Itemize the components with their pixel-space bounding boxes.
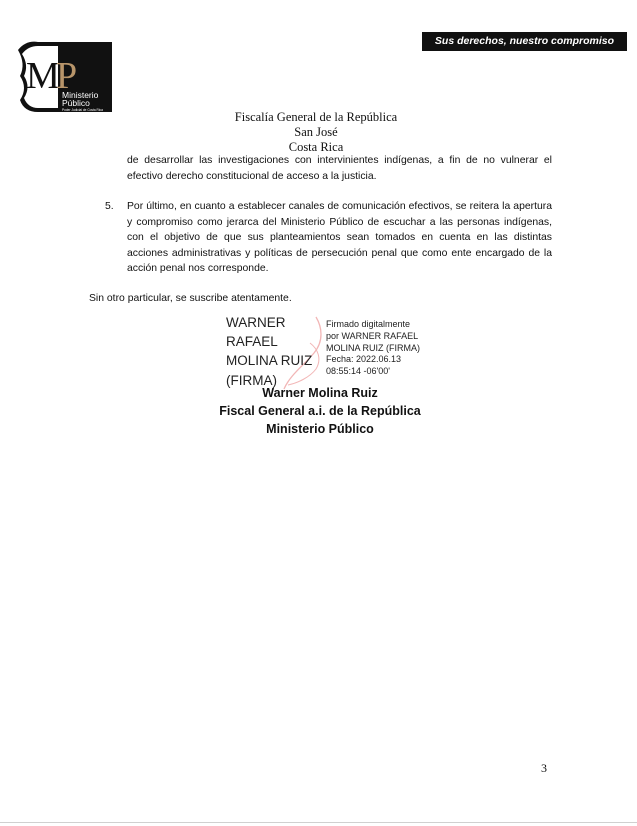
- signer-block: [160, 384, 480, 438]
- signer-title: Fiscal General a.i. de la República: [219, 404, 421, 418]
- signature-info-line: Firmado digitalmente: [326, 319, 411, 329]
- paragraph-continuation: de desarrollar las investigaciones con intervinientes indígenas, a fin de no vulnerar el efectivo derecho constitucional de acceso a la justicia.: [127, 155, 552, 182]
- header-city: San José: [294, 125, 338, 139]
- signature-name-line: WARNER: [226, 315, 286, 330]
- list-item-text: Por último, en cuanto a establecer canales de comunicación efectivos, se reitera la apertura y compromiso como jerarca del Ministerio Público de escuchar a las personas indígenas, con el objetivo de que sus planteamientos sean tomados en cuenta en las distintas acciones administrativas y políticas de persecución penal que como ente encargado de la acción penal nos corresponde.: [127, 201, 552, 274]
- signature-name-line: MOLINA RUIZ: [226, 353, 313, 369]
- signature-name-line: (FIRMA): [226, 372, 277, 388]
- letter-header: [180, 110, 452, 155]
- list-item-number: 5.: [105, 201, 114, 212]
- signature-info-line: por WARNER RAFAEL: [326, 330, 419, 341]
- header-institution: Fiscalía General de la República: [234, 110, 398, 124]
- logo-subtitle: Poder Judicial de Costa Rica: [62, 108, 103, 112]
- logo-p: P: [56, 55, 78, 97]
- page-number: 3: [541, 761, 547, 775]
- closing-line: Sin otro particular, se suscribe atentamente.: [89, 293, 292, 304]
- signature-info-line: Fecha: 2022.06.13: [326, 354, 402, 365]
- page-bottom-divider: [0, 822, 637, 823]
- ministerio-publico-logo: [14, 36, 114, 116]
- slogan-text: Sus derechos, nuestro compromiso: [434, 35, 615, 47]
- digital-signature-info: [326, 319, 436, 378]
- signature-info-line: MOLINA RUIZ (FIRMA): [326, 342, 420, 353]
- digital-signature-name: [226, 313, 326, 390]
- logo-name-line1: Ministerio: [62, 90, 99, 100]
- signature-name-line: RAFAEL: [226, 334, 278, 350]
- signature-info-line: 08:55:14 -06'00': [326, 366, 390, 377]
- logo-name-line2: Público: [62, 98, 90, 108]
- signer-office: Ministerio Público: [266, 422, 374, 436]
- slogan-banner: [422, 32, 627, 51]
- header-country: Costa Rica: [288, 140, 344, 154]
- logo-m: M: [26, 55, 60, 97]
- signer-name: Warner Molina Ruiz: [262, 386, 378, 400]
